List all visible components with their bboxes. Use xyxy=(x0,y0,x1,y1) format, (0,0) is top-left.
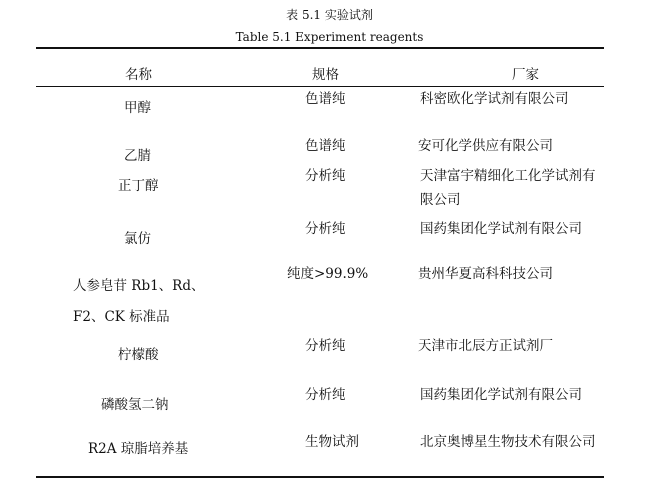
row-8-maker: 北京奥博星生物技术有限公司 xyxy=(420,434,596,450)
row-5-maker: 贵州华夏高科科技公司 xyxy=(418,266,553,282)
row-1-maker: 科密欧化学试剂有限公司 xyxy=(420,91,569,107)
row-2-name: 乙腈 xyxy=(124,148,151,164)
header-name: 名称 xyxy=(125,67,152,83)
row-7-spec: 分析纯 xyxy=(305,387,346,403)
row-5-spec: 纯度>99.9% xyxy=(287,266,369,282)
row-5-name: 人参皂苷 Rb1、Rd、F2、CK 标准品 xyxy=(73,278,205,325)
row-8-name: R2A 琼脂培养基 xyxy=(88,441,189,457)
top-rule xyxy=(36,47,604,49)
row-4-spec: 分析纯 xyxy=(305,221,346,237)
header-spec: 规格 xyxy=(312,67,339,83)
row-6-maker: 天津市北辰方正试剂厂 xyxy=(418,338,553,354)
row-3-spec: 分析纯 xyxy=(305,168,346,184)
row-7-maker: 国药集团化学试剂有限公司 xyxy=(420,387,582,403)
row-2-maker: 安可化学供应有限公司 xyxy=(418,138,553,154)
row-3-name: 正丁醇 xyxy=(118,178,159,194)
table-caption-zh: 表 5.1 实验试剂 xyxy=(286,8,373,22)
row-2-spec: 色谱纯 xyxy=(305,138,346,154)
row-4-maker: 国药集团化学试剂有限公司 xyxy=(420,221,582,237)
row-8-spec: 生物试剂 xyxy=(305,434,359,450)
bottom-rule xyxy=(36,476,604,478)
table-caption-en: Table 5.1 Experiment reagents xyxy=(235,30,424,44)
row-3-maker: 天津富宇精细化工化学试剂有限公司 xyxy=(420,168,596,208)
row-7-name: 磷酸氢二钠 xyxy=(101,397,169,413)
header-maker: 厂家 xyxy=(512,67,539,83)
row-6-name: 柠檬酸 xyxy=(118,347,159,363)
row-6-spec: 分析纯 xyxy=(305,338,346,354)
row-1-spec: 色谱纯 xyxy=(305,91,346,107)
row-4-name: 氯仿 xyxy=(124,231,151,247)
row-1-name: 甲醇 xyxy=(124,100,151,116)
